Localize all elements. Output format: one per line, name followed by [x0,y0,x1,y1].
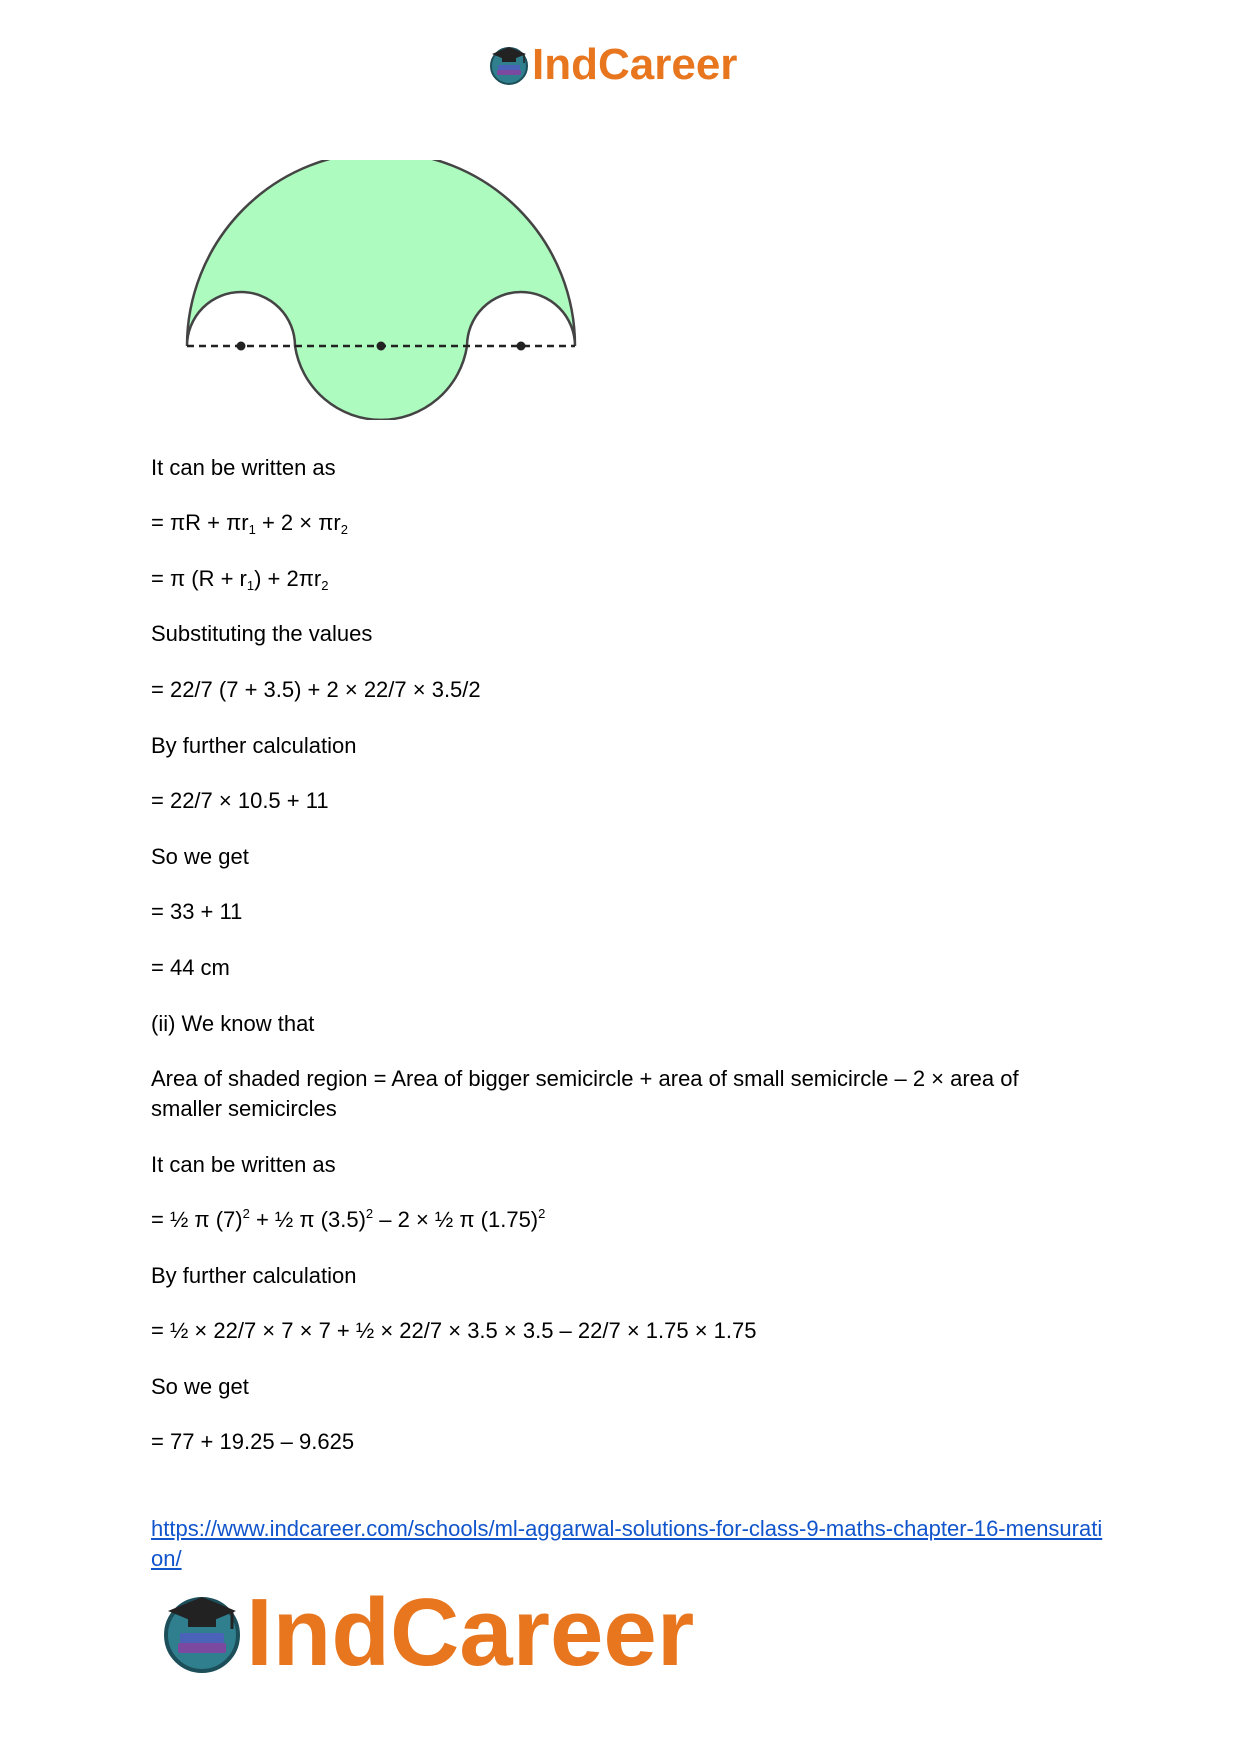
brand-name: IndCareer [532,40,738,89]
text-line: By further calculation [151,733,357,758]
center-point-right [517,342,526,351]
formula-line: = 33 + 11 [151,899,243,924]
formula-line: = 22/7 × 10.5 + 11 [151,788,329,813]
formula-line: = 22/7 (7 + 3.5) + 2 × 22/7 × 3.5/2 [151,677,481,702]
text-paragraph: Area of shaded region = Area of bigger semicircle + area of small semicircle – 2 × area of smaller semicircles [151,1066,1019,1121]
footer-logo[interactable] [160,1579,695,1686]
semicircles-figure [180,160,600,425]
formula-line: = 77 + 19.25 – 9.625 [151,1429,355,1454]
center-point-middle [377,342,386,351]
text-line: It can be written as [151,1152,336,1177]
text-line: So we get [151,844,249,869]
formula-line: = ½ × 22/7 × 7 × 7 + ½ × 22/7 × 3.5 × 3.5 – 22/7 × 1.75 × 1.75 [151,1318,757,1343]
shaded-region [187,160,575,420]
graduation-cap-books-icon [488,44,530,86]
text-line: Substituting the values [151,621,373,646]
formula-line: = ½ π $(7)^2$ + ½ π $(3.5)^2 - 2$ × ½ π $(1.75)^2$ [151,1206,546,1232]
formula-line: = π $(R + r_1) + 2\pi r_2$ [151,566,329,593]
text-line: (ii) We know that [151,1011,315,1036]
text-line: It can be written as [151,455,336,480]
shaded-region-diagram [180,160,600,420]
source-link[interactable]: https://www.indcareer.com/schools/ml-aggarwal-solutions-for-class-9-maths-chapter-16-mensuration/ [151,1516,1103,1571]
formula-line: = $\pi R + \pi r_1 + 2 \times \pi r_2$ [151,510,348,537]
brand-name: IndCareer [246,1579,695,1686]
text-line: By further calculation [151,1263,357,1288]
center-point-left [237,342,246,351]
header-logo[interactable] [488,40,738,89]
formula-line: = 44 cm [151,955,230,980]
text-line: So we get [151,1374,249,1399]
graduation-cap-books-icon [160,1591,244,1675]
